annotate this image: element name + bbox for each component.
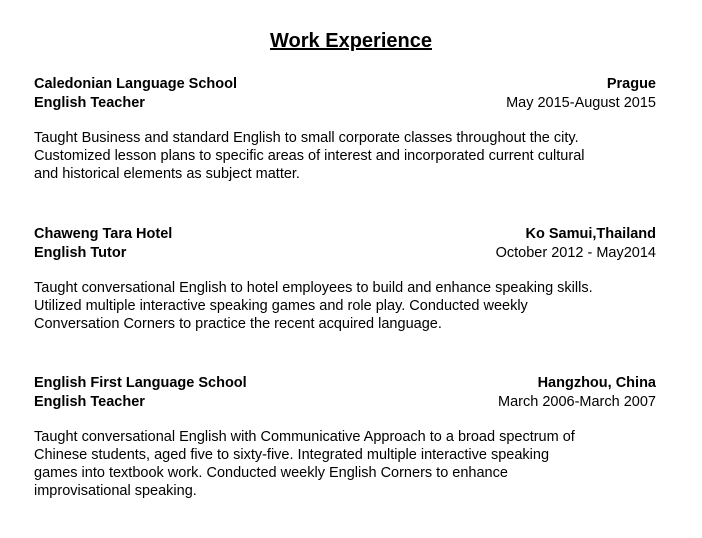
job-dates: October 2012 - May2014 <box>495 245 656 261</box>
job-role: English Tutor <box>34 245 127 261</box>
description-line: Chinese students, aged five to sixty-five. Integrated multiple interactive speaking <box>34 447 550 463</box>
job-location: Hangzhou, China <box>537 375 656 391</box>
job-header-row <box>34 225 656 244</box>
description-line: games into textbook work. Conducted weekly English Corners to enhance <box>34 465 508 481</box>
job-role-row <box>34 393 656 412</box>
description-line: Customized lesson plans to specific areas of interest and incorporated current cultural <box>34 148 585 164</box>
job-dates: March 2006-March 2007 <box>498 394 656 410</box>
job-role: English Teacher <box>34 394 145 410</box>
job-role-row <box>34 244 656 263</box>
description-line: Taught conversational English with Communicative Approach to a broad spectrum of <box>34 429 575 445</box>
employer-name: Chaweng Tara Hotel <box>34 226 173 242</box>
section-title: Work Experience <box>270 30 432 52</box>
job-entry <box>34 374 656 500</box>
job-description <box>34 279 656 333</box>
job-role-row <box>34 94 656 113</box>
job-role: English Teacher <box>34 95 145 111</box>
description-line: Taught conversational English to hotel employees to build and enhance speaking skills. <box>34 280 593 296</box>
employer-name: English First Language School <box>34 375 247 391</box>
description-line: Conversation Corners to practice the recent acquired language. <box>34 316 442 332</box>
job-description <box>34 129 656 183</box>
description-line: Utilized multiple interactive speaking games and role play. Conducted weekly <box>34 298 528 314</box>
job-header-row <box>34 75 656 94</box>
job-location: Ko Samui,Thailand <box>525 226 656 242</box>
job-entry <box>34 225 656 333</box>
employer-name: Caledonian Language School <box>34 76 238 92</box>
description-line: and historical elements as subject matter. <box>34 166 300 182</box>
job-dates: May 2015-August 2015 <box>506 95 656 111</box>
description-line: improvisational speaking. <box>34 483 197 499</box>
job-entry <box>34 75 656 183</box>
job-header-row <box>34 374 656 393</box>
job-description <box>34 428 656 500</box>
description-line: Taught Business and standard English to small corporate classes throughout the city. <box>34 130 579 146</box>
job-location: Prague <box>606 76 656 92</box>
